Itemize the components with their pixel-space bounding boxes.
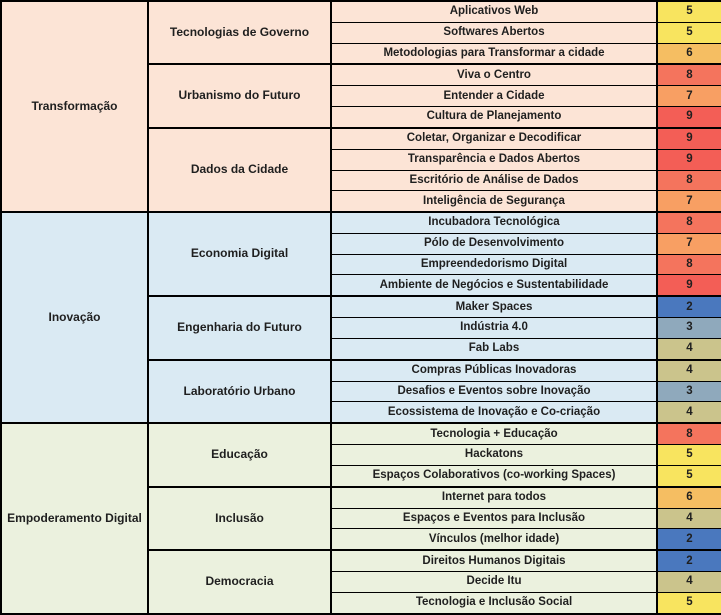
score-cell: 4 (657, 360, 721, 381)
item-cell: Compras Públicas Inovadoras (331, 360, 657, 381)
item-cell: Metodologias para Transformar a cidade (331, 43, 657, 64)
item-cell: Viva o Centro (331, 64, 657, 85)
item-cell: Hackatons (331, 445, 657, 466)
score-cell: 8 (657, 170, 721, 191)
item-cell: Desafios e Eventos sobre Inovação (331, 381, 657, 402)
score-cell: 9 (657, 275, 721, 296)
subcategory-cell: Engenharia do Futuro (148, 296, 331, 359)
subcategory-cell: Urbanismo do Futuro (148, 64, 331, 127)
score-cell: 5 (657, 22, 721, 43)
score-cell: 6 (657, 487, 721, 508)
item-cell: Coletar, Organizar e Decodificar (331, 128, 657, 149)
score-cell: 5 (657, 465, 721, 486)
score-cell: 2 (657, 550, 721, 571)
subcategory-cell: Tecnologias de Governo (148, 1, 331, 64)
item-cell: Internet para todos (331, 487, 657, 508)
item-cell: Transparência e Dados Abertos (331, 149, 657, 170)
subcategory-cell: Inclusão (148, 487, 331, 550)
category-cell: Empoderamento Digital (1, 423, 148, 614)
subcategory-cell: Laboratório Urbano (148, 360, 331, 423)
item-cell: Vínculos (melhor idade) (331, 529, 657, 550)
score-cell: 7 (657, 86, 721, 107)
subcategory-cell: Dados da Cidade (148, 128, 331, 212)
item-cell: Ecossistema de Inovação e Co-criação (331, 402, 657, 423)
category-cell: Transformação (1, 1, 148, 212)
item-cell: Incubadora Tecnológica (331, 212, 657, 233)
item-cell: Cultura de Planejamento (331, 107, 657, 128)
item-cell: Espaços Colaborativos (co-working Spaces) (331, 465, 657, 486)
item-cell: Indústria 4.0 (331, 318, 657, 339)
score-cell: 5 (657, 445, 721, 466)
item-cell: Fab Labs (331, 338, 657, 359)
subcategory-cell: Democracia (148, 550, 331, 614)
score-cell: 7 (657, 191, 721, 212)
table-row (1, 212, 721, 233)
item-cell: Direitos Humanos Digitais (331, 550, 657, 571)
item-cell: Entender a Cidade (331, 86, 657, 107)
score-cell: 4 (657, 572, 721, 593)
subcategory-cell: Educação (148, 423, 331, 486)
score-cell: 4 (657, 402, 721, 423)
score-cell: 8 (657, 423, 721, 444)
item-cell: Empreendedorismo Digital (331, 254, 657, 275)
score-cell: 5 (657, 592, 721, 614)
item-cell: Tecnologia + Educação (331, 423, 657, 444)
score-cell: 9 (657, 149, 721, 170)
item-cell: Tecnologia e Inclusão Social (331, 592, 657, 614)
table-row (1, 423, 721, 444)
score-cell: 8 (657, 212, 721, 233)
score-cell: 5 (657, 1, 721, 22)
item-cell: Aplicativos Web (331, 1, 657, 22)
score-cell: 7 (657, 234, 721, 255)
item-cell: Decide Itu (331, 572, 657, 593)
score-cell: 4 (657, 338, 721, 359)
score-cell: 3 (657, 381, 721, 402)
score-cell: 8 (657, 64, 721, 85)
score-cell: 2 (657, 296, 721, 317)
score-cell: 9 (657, 107, 721, 128)
score-cell: 3 (657, 318, 721, 339)
table-row (1, 1, 721, 22)
item-cell: Ambiente de Negócios e Sustentabilidade (331, 275, 657, 296)
item-cell: Softwares Abertos (331, 22, 657, 43)
item-cell: Escritório de Análise de Dados (331, 170, 657, 191)
item-cell: Maker Spaces (331, 296, 657, 317)
score-cell: 6 (657, 43, 721, 64)
item-cell: Espaços e Eventos para Inclusão (331, 508, 657, 529)
score-cell: 2 (657, 529, 721, 550)
score-cell: 4 (657, 508, 721, 529)
category-cell: Inovação (1, 212, 148, 423)
item-cell: Inteligência de Segurança (331, 191, 657, 212)
subcategory-cell: Economia Digital (148, 212, 331, 296)
item-cell: Pólo de Desenvolvimento (331, 234, 657, 255)
score-cell: 9 (657, 128, 721, 149)
score-cell: 8 (657, 254, 721, 275)
